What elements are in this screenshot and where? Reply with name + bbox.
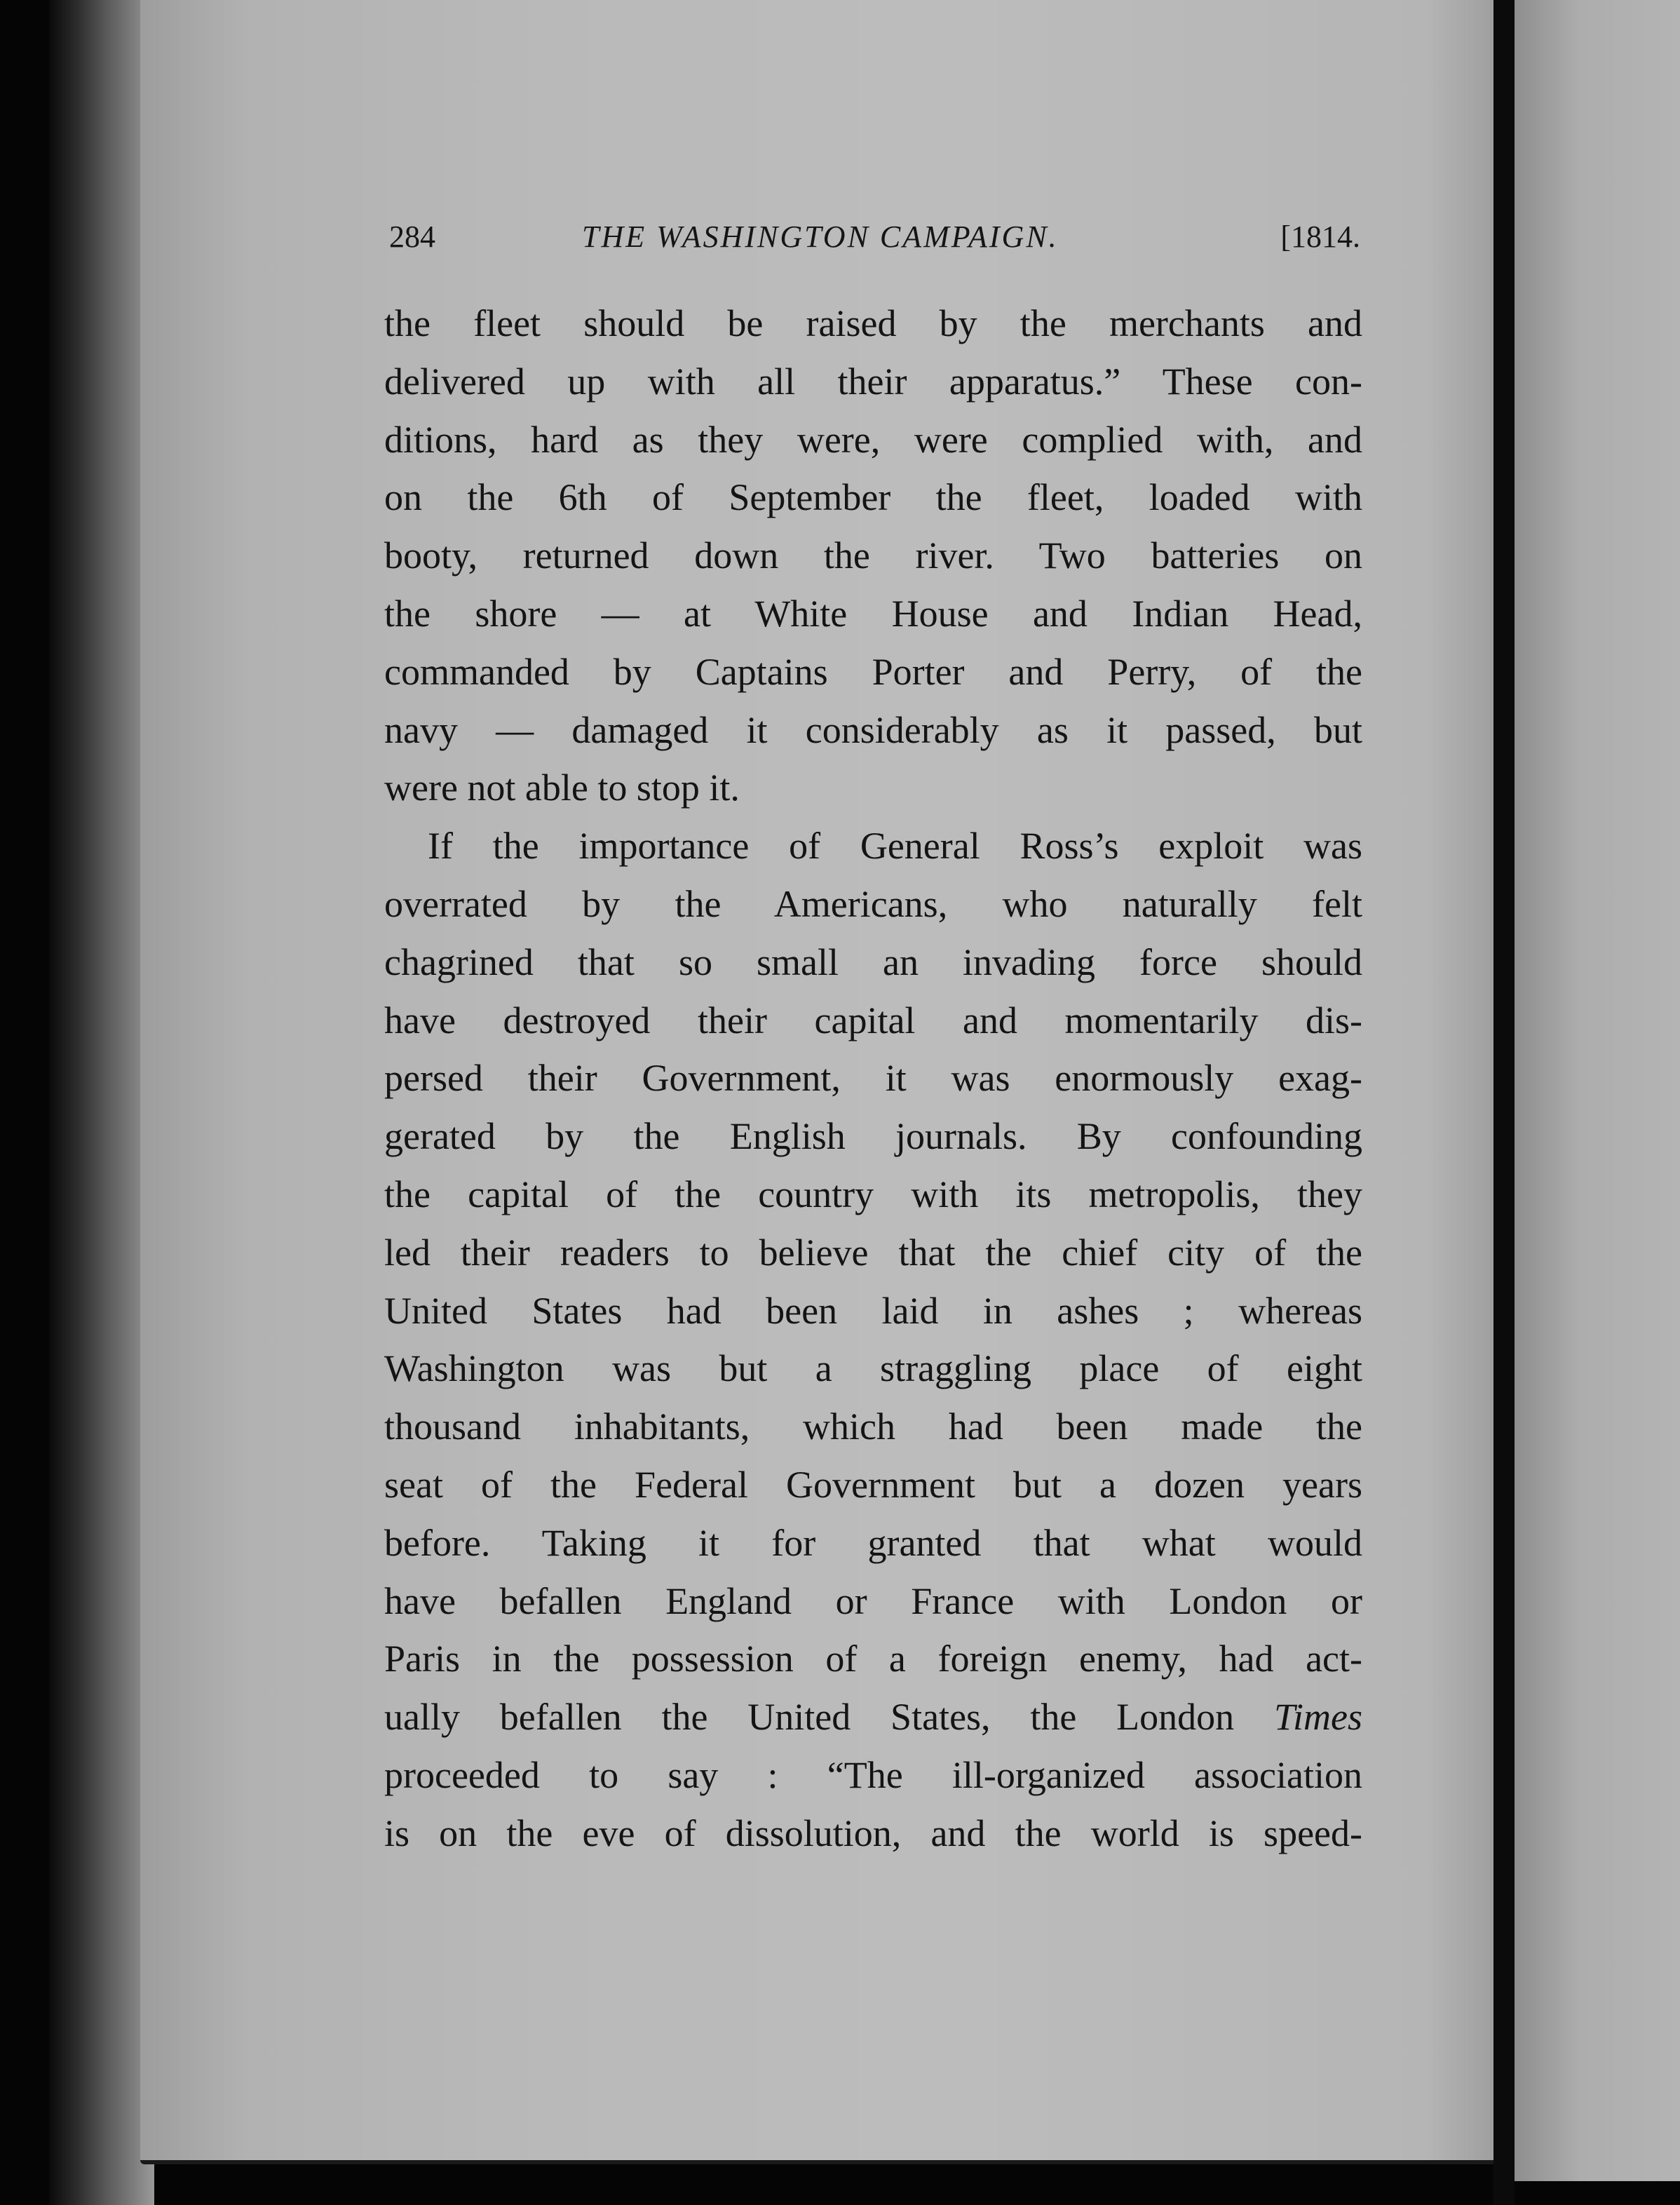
italic-word: Times bbox=[1273, 1696, 1362, 1739]
text-line: Paris in the possession of a foreign enemy, had act- bbox=[384, 1638, 1362, 1680]
text-line: United States had been laid in ashes ; whereas bbox=[384, 1289, 1362, 1332]
text-line: persed their Government, it was enormously exag- bbox=[384, 1057, 1362, 1100]
text-line-part: ually befallen the United States, the London bbox=[384, 1696, 1235, 1739]
body-text bbox=[384, 295, 1362, 1863]
text-line: the fleet should be raised by the merchants and bbox=[384, 302, 1362, 344]
text-line: have befallen England or France with London or bbox=[384, 1579, 1362, 1622]
text-line: have destroyed their capital and momentarily dis- bbox=[384, 999, 1362, 1041]
running-title: THE WASHINGTON CAMPAIGN. bbox=[582, 220, 1059, 254]
text-line: the shore — at White House and Indian Head, bbox=[384, 592, 1362, 635]
text-line: led their readers to believe that the chief city of the bbox=[384, 1231, 1362, 1274]
book-binding-edge bbox=[49, 0, 154, 2205]
text-line: the capital of the country with its metropolis, they bbox=[384, 1173, 1362, 1215]
text-line: were not able to stop it. bbox=[384, 767, 740, 809]
text-line: ditions, hard as they were, were complied with, and bbox=[384, 418, 1362, 461]
text-line: chagrined that so small an invading force should bbox=[384, 940, 1362, 983]
text-line-with-italic bbox=[384, 1688, 1362, 1746]
running-year: [1814. bbox=[1280, 220, 1360, 254]
text-line: gerated by the English journals. By confounding bbox=[384, 1115, 1362, 1158]
page-gutter bbox=[1493, 0, 1515, 2205]
text-line: If the importance of General Ross’s exploit was bbox=[428, 825, 1362, 868]
text-line: on the 6th of September the fleet, loaded with bbox=[384, 476, 1362, 519]
text-line: before. Taking it for granted that what would bbox=[384, 1521, 1362, 1564]
text-line: proceeded to say : “The ill-organized association bbox=[384, 1753, 1362, 1796]
text-line: overrated by the Americans, who naturally felt bbox=[384, 882, 1362, 925]
text-line: navy — damaged it considerably as it passed, but bbox=[384, 708, 1362, 751]
text-line: Washington was but a straggling place of eight bbox=[384, 1347, 1362, 1390]
text-line: thousand inhabitants, which had been made the bbox=[384, 1405, 1362, 1448]
text-line: commanded by Captains Porter and Perry, of the bbox=[384, 650, 1362, 693]
text-line: delivered up with all their apparatus.” These con- bbox=[384, 360, 1362, 403]
text-line: is on the eve of dissolution, and the world is speed- bbox=[384, 1812, 1362, 1854]
page-number: 284 bbox=[389, 220, 435, 254]
running-head bbox=[389, 219, 1360, 268]
text-line: booty, returned down the river. Two batteries on bbox=[384, 534, 1362, 577]
text-line: seat of the Federal Government but a dozen years bbox=[384, 1463, 1362, 1506]
facing-page-edge bbox=[1515, 0, 1680, 2181]
